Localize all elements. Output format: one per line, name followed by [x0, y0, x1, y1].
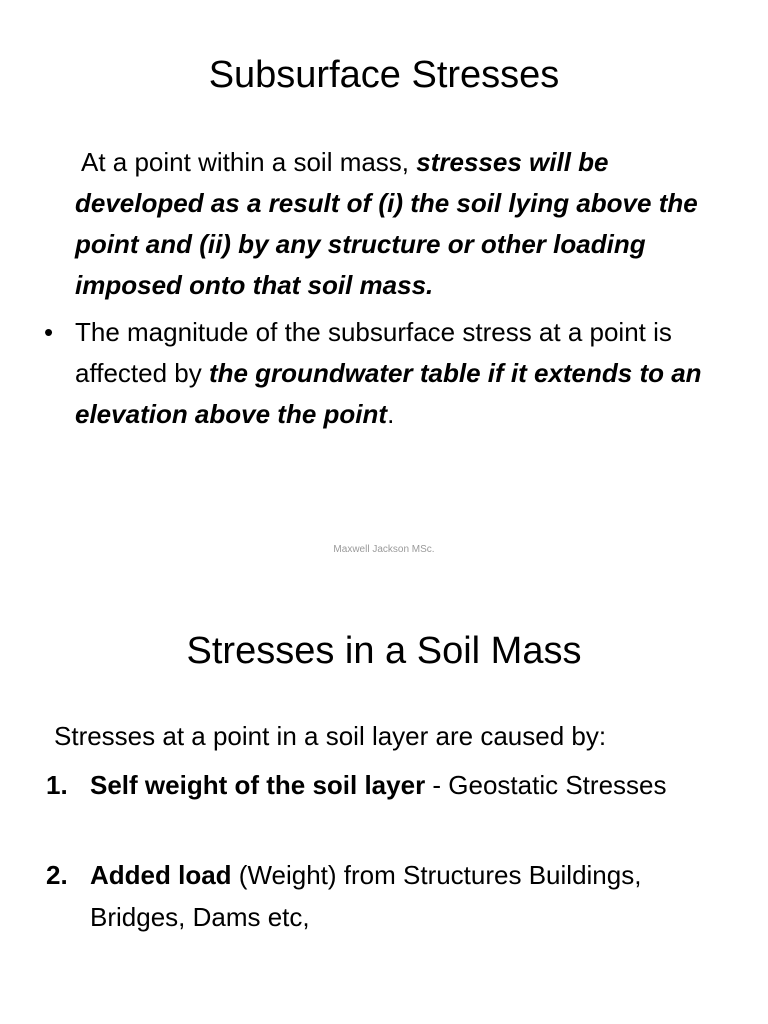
slide-title: Subsurface Stresses [208, 54, 560, 96]
item-number: 2. [46, 860, 68, 890]
bullet-emphasis-text: the groundwater table if it extends to an elevation above the point [75, 358, 702, 429]
author-footer: Maxwell Jackson MSc. [333, 544, 435, 555]
slide-title: Stresses in a Soil Mass [186, 630, 582, 672]
item-text [90, 764, 740, 806]
slide-stresses-in-soil-mass [0, 570, 768, 1024]
bullet-plain-text: The magnitude of the subsurface stress at a point is affected by [75, 317, 672, 388]
intro-emphasis-text: stresses will be developed as a result of (i) the soil lying above the point and (ii) by any structure or other loading imposed onto that soil mass. [75, 147, 698, 300]
item-bold-text: Self weight of the soil layer [90, 770, 426, 800]
item-rest-text: - Geostatic Stresses [425, 770, 667, 800]
item-number: 1. [46, 770, 68, 800]
intro-paragraph [75, 142, 743, 306]
lead-paragraph: Stresses at a point in a soil layer are caused by: [54, 721, 607, 751]
bullet-text [75, 312, 743, 435]
item-bold-text: Added load [90, 860, 232, 890]
item-text [90, 854, 740, 938]
item-rest-text: (Weight) from Structures Buildings, Bridges, Dams etc, [90, 860, 642, 932]
bullet-end-text: . [387, 399, 395, 429]
intro-lead-text: At a point within a soil mass, [81, 147, 417, 177]
bullet-marker: • [44, 317, 54, 347]
